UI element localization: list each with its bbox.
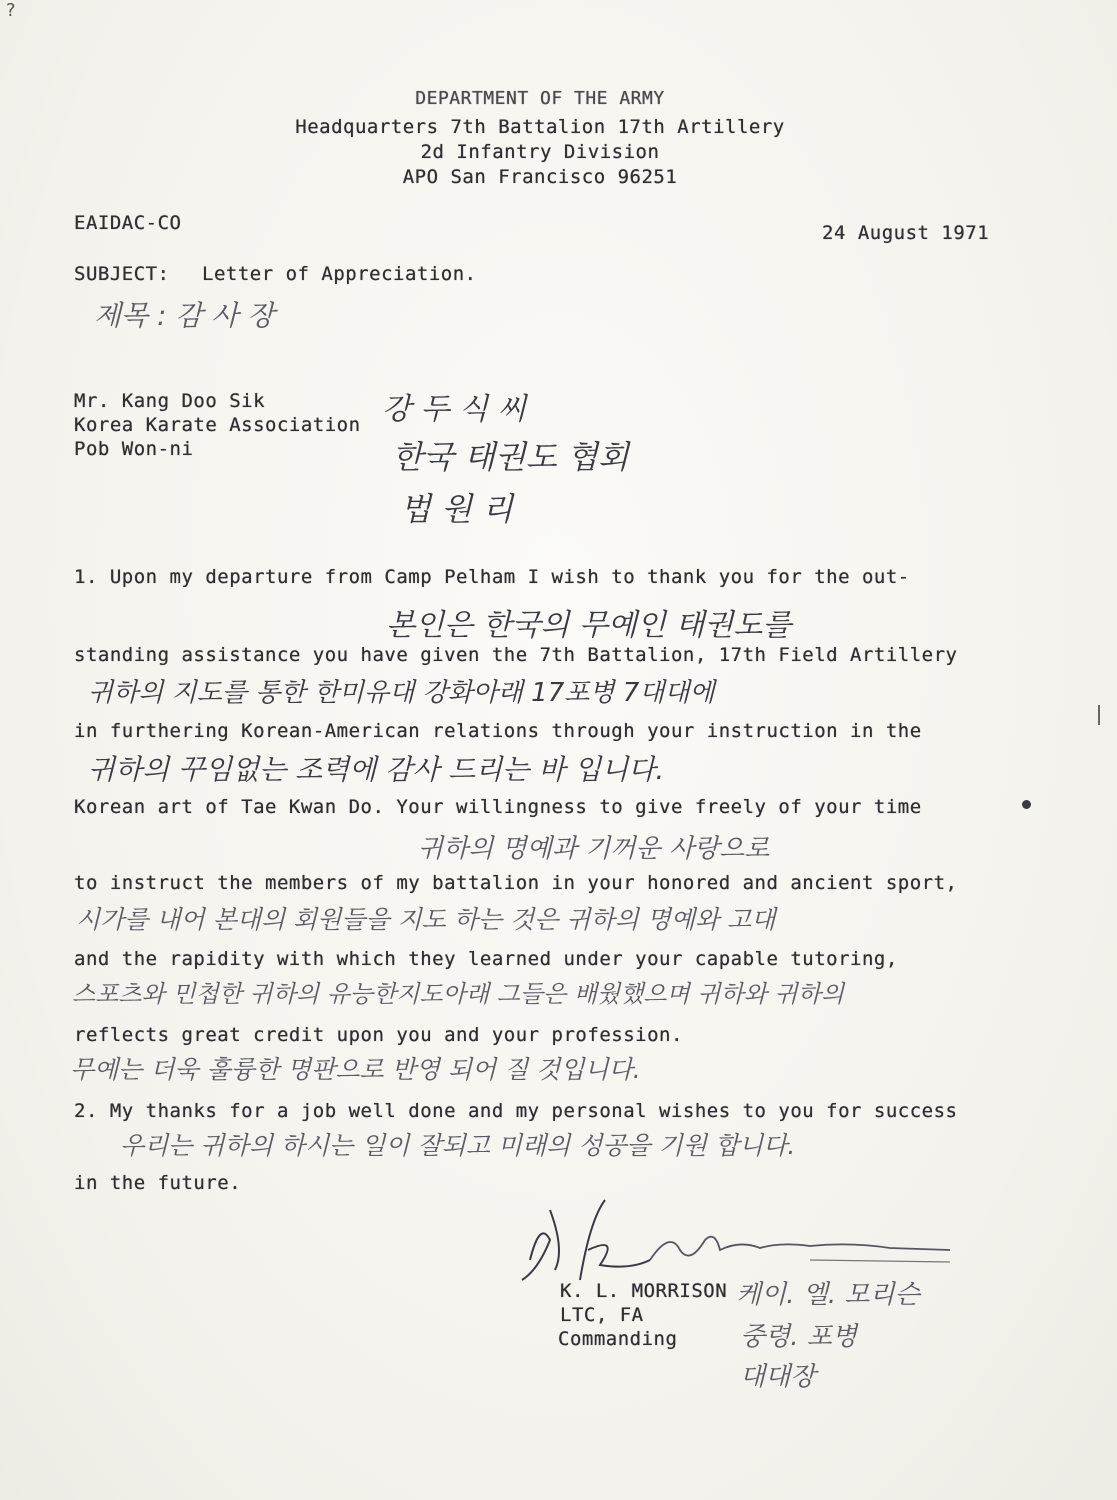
- subject-label: SUBJECT:: [74, 263, 170, 285]
- office-symbol: EAIDAC-CO: [74, 212, 182, 234]
- body-line: in furthering Korean-American relations through your instruction in the: [74, 720, 922, 742]
- signature-name-korean: 케이. 엘. 모리슨: [736, 1280, 920, 1310]
- body-korean-line: 스포츠와 민첩한 귀하의 유능한지도아래 그들은 배웠했으며 귀하와 귀하의: [72, 980, 845, 1008]
- addressee-org-korean: 한국 태권도 협회: [392, 438, 629, 476]
- addressee-name-korean: 강 두 식 씨: [382, 392, 527, 427]
- margin-mark: [1098, 705, 1100, 725]
- signature-rank-korean: 중령. 포병: [740, 1322, 857, 1352]
- body-korean-line: 귀하의 꾸임없는 조력에 감사 드리는 바 입니다.: [88, 753, 665, 786]
- subject-text: Letter of Appreciation.: [202, 263, 477, 285]
- subject-korean: 제목 : 감 사 장: [94, 299, 275, 332]
- letterhead-apo: APO San Francisco 96251: [402, 166, 678, 188]
- letter-date: 24 August 1971: [822, 222, 990, 244]
- addressee-name: Mr. Kang Doo Sik: [74, 390, 266, 412]
- body-korean-line: 귀하의 지도를 통한 한미유대 강화아래 17포병 7대대에: [88, 678, 715, 708]
- body-korean-line: 무예는 더욱 훌륭한 명판으로 반영 되어 질 것입니다.: [70, 1055, 641, 1084]
- body-line: to instruct the members of my battalion in your honored and ancient sport,: [74, 872, 958, 894]
- addressee-org: Korea Karate Association: [74, 414, 361, 436]
- body-line: 1. Upon my departure from Camp Pelham I wish to thank you for the out-: [74, 566, 910, 588]
- body-korean-line: 우리는 귀하의 하시는 일이 잘되고 미래의 성공을 기원 합니다.: [120, 1131, 796, 1160]
- body-line: and the rapidity with which they learned under your capable tutoring,: [74, 948, 898, 970]
- letterhead-division: 2d Infantry Division: [420, 141, 660, 163]
- signature-title: Commanding: [558, 1328, 678, 1350]
- signature-rank: LTC, FA: [560, 1304, 644, 1326]
- addressee-place: Pob Won-ni: [74, 438, 194, 460]
- letterhead-department: DEPARTMENT OF THE ARMY: [415, 88, 665, 109]
- ink-dot: [1022, 800, 1031, 809]
- body-line: Korean art of Tae Kwan Do. Your willingness to give freely of your time: [74, 796, 922, 818]
- signature-name: K. L. MORRISON: [560, 1280, 728, 1302]
- signature-title-korean: 대대장: [740, 1362, 816, 1392]
- body-line: reflects great credit upon you and your profession.: [74, 1024, 683, 1046]
- body-line: standing assistance you have given the 7th Battalion, 17th Field Artillery: [74, 644, 958, 666]
- corner-mark: ?: [6, 0, 16, 21]
- body-korean-line: 귀하의 명예과 기꺼운 사랑으로: [418, 834, 770, 864]
- body-line: in the future.: [74, 1172, 242, 1194]
- body-line: 2. My thanks for a job well done and my personal wishes to you for success: [74, 1100, 958, 1122]
- body-korean-line: 본인은 한국의 무예인 태권도를: [386, 608, 792, 643]
- body-korean-line: 시가를 내어 본대의 회원들을 지도 하는 것은 귀하의 명예와 고대: [76, 905, 776, 934]
- letterhead-headquarters: Headquarters 7th Battalion 17th Artillery: [295, 116, 785, 138]
- addressee-place-korean: 법 원 리: [400, 490, 514, 528]
